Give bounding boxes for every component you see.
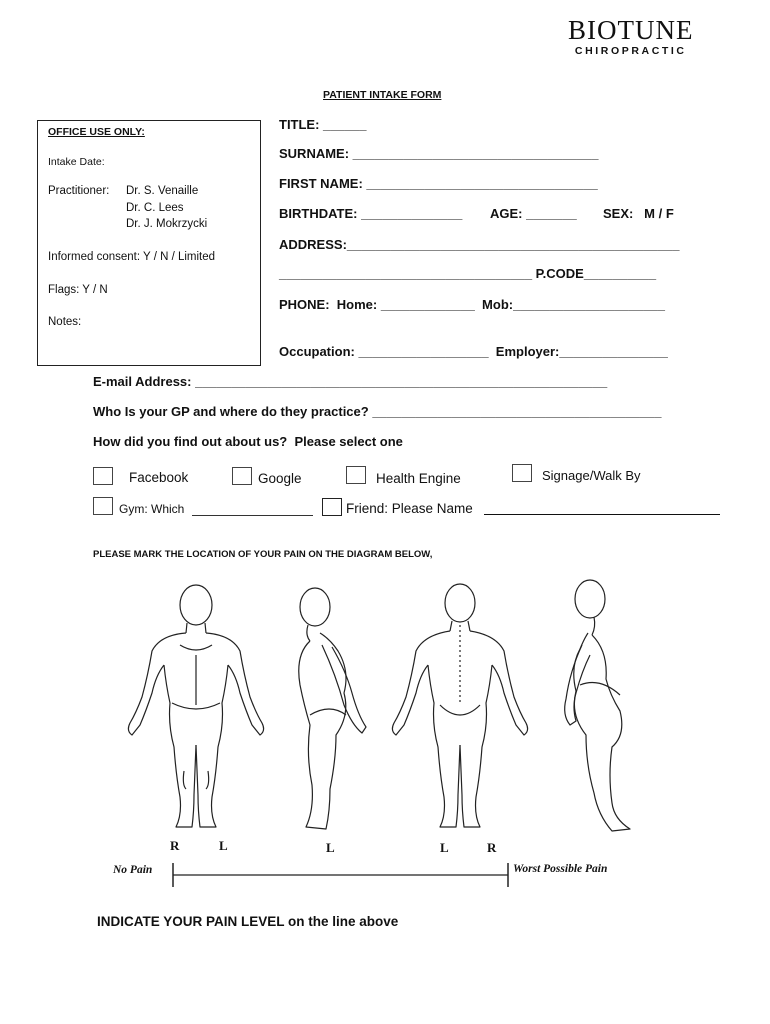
signage-label: Signage/Walk By xyxy=(542,468,641,483)
google-checkbox[interactable] xyxy=(232,467,252,485)
back-figure-left-label: L xyxy=(440,840,449,855)
sex-field[interactable]: SEX: M / F xyxy=(603,206,674,221)
surname-field[interactable]: SURNAME: __________________________________ xyxy=(279,146,599,161)
health-engine-checkbox[interactable] xyxy=(346,466,366,484)
diagram-heading: PLEASE MARK THE LOCATION OF YOUR PAIN ON THE DIAGRAM BELOW, xyxy=(93,549,433,560)
side-figure-right xyxy=(565,580,630,831)
gym-label: Gym: Which xyxy=(119,502,185,516)
consent-label: Informed consent: Y / N / Limited xyxy=(48,251,216,263)
form-title: PATIENT INTAKE FORM xyxy=(323,89,442,101)
email-field[interactable]: E-mail Address: _________________________________________________________ xyxy=(93,374,608,389)
front-figure xyxy=(128,585,263,827)
gp-field[interactable]: Who Is your GP and where do they practice? ________________________________________ xyxy=(93,404,662,419)
worst-pain-label: Worst Possible Pain xyxy=(513,863,608,875)
flags-label: Flags: Y / N xyxy=(48,284,108,296)
notes-label: Notes: xyxy=(48,316,82,328)
health-engine-label: Health Engine xyxy=(376,471,461,486)
front-figure-right-label: R xyxy=(170,838,180,853)
facebook-label: Facebook xyxy=(129,470,189,485)
office-use-box xyxy=(37,120,261,366)
address-field[interactable]: ADDRESS:______________________________________________ xyxy=(279,237,680,252)
pain-level-instruction: INDICATE YOUR PAIN LEVEL on the line above xyxy=(97,914,399,929)
office-use-heading: OFFICE USE ONLY: xyxy=(48,126,145,138)
gym-name-line[interactable] xyxy=(192,515,313,516)
back-figure-right-label: R xyxy=(487,840,497,855)
age-field[interactable]: AGE: _______ xyxy=(490,206,577,221)
no-pain-label: No Pain xyxy=(113,864,153,876)
front-figure-left-label: L xyxy=(219,838,228,853)
practitioner-3: Dr. J. Mokrzycki xyxy=(126,218,208,230)
practitioner-label: Practitioner: xyxy=(48,185,110,197)
friend-label: Friend: Please Name xyxy=(346,501,473,516)
clinic-logo xyxy=(568,16,693,57)
google-label: Google xyxy=(258,471,302,486)
body-diagram[interactable] xyxy=(100,575,660,845)
logo-main-text: BIOTUNE xyxy=(568,15,694,45)
facebook-checkbox[interactable] xyxy=(93,467,113,485)
friend-checkbox[interactable] xyxy=(322,498,342,516)
logo-sub-text: CHIROPRACTIC xyxy=(574,45,687,57)
first-name-field[interactable]: FIRST NAME: ________________________________ xyxy=(279,176,598,191)
practitioner-1: Dr. S. Venaille xyxy=(126,185,199,197)
pain-scale-line[interactable] xyxy=(170,860,512,890)
occupation-field[interactable]: Occupation: __________________ Employer:_______________ xyxy=(279,344,668,359)
find-us-question: How did you find out about us? Please select one xyxy=(93,434,403,449)
phone-field[interactable]: PHONE: Home: _____________ Mob:_____________________ xyxy=(279,297,665,312)
side-figure-label: L xyxy=(326,840,335,855)
practitioner-2: Dr. C. Lees xyxy=(126,202,184,214)
friend-name-line[interactable] xyxy=(484,514,720,515)
intake-date-label: Intake Date: xyxy=(48,156,105,168)
side-figure-left xyxy=(299,588,366,829)
address-line2-field[interactable]: ___________________________________ P.CODE__________ xyxy=(279,266,657,281)
title-field[interactable]: TITLE: ______ xyxy=(279,117,367,132)
back-figure xyxy=(392,584,527,827)
signage-checkbox[interactable] xyxy=(512,464,532,482)
birthdate-field[interactable]: BIRTHDATE: ______________ xyxy=(279,206,463,221)
gym-checkbox[interactable] xyxy=(93,497,113,515)
